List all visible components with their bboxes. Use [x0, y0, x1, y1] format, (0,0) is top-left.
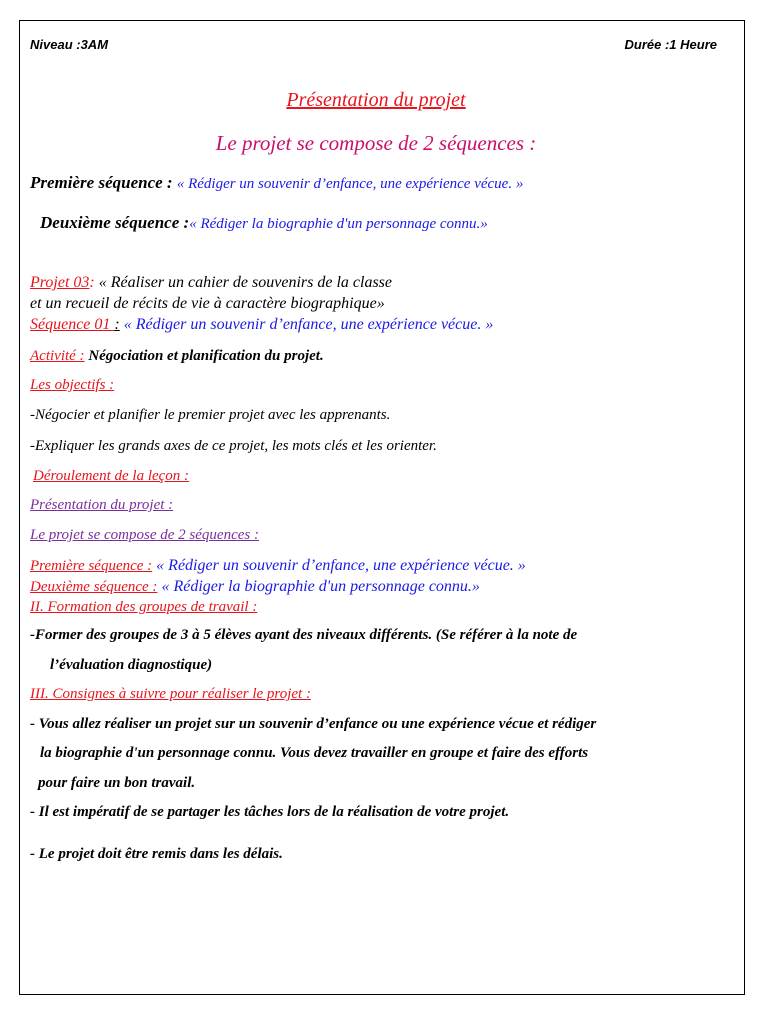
project-sequence-colon: :: [114, 316, 120, 333]
project-sequence-line: [30, 316, 493, 334]
project-sequence-text: « Rédiger un souvenir d’enfance, une expérience vécue. »: [119, 316, 494, 333]
activity-label: Activité :: [30, 348, 85, 364]
project-colon: :: [89, 274, 95, 291]
activity-text: Négociation et planification du projet.: [84, 348, 324, 364]
lesson-sequence-2: [30, 578, 480, 596]
section-2-line-1: -Former des groupes de 3 à 5 élèves ayant des niveaux différents. (Se référer à la note de: [30, 627, 578, 643]
lesson-heading: Déroulement de la leçon :: [33, 468, 190, 484]
intro-sequence-2-label: Deuxième séquence :: [40, 213, 190, 232]
lesson-sequence-2-label: Deuxième séquence :: [30, 579, 158, 595]
objective-item-2: -Expliquer les grands axes de ce projet, les mots clés et les orienter.: [30, 438, 437, 454]
intro-sequence-1: [30, 173, 523, 193]
lesson-sequence-1-label: Première séquence :: [30, 558, 153, 574]
project-text-line-2: et un recueil de récits de vie à caractère biographique»: [30, 295, 385, 312]
section-2-line-2: l’évaluation diagnostique): [50, 657, 213, 673]
level-label: Niveau :3AM: [30, 37, 109, 52]
duration-label: Durée :1 Heure: [624, 37, 717, 52]
section-3-heading: III. Consignes à suivre pour réaliser le projet :: [30, 686, 311, 702]
section-3-line-4: - Il est impératif de se partager les tâches lors de la réalisation de votre projet.: [30, 804, 510, 820]
section-2-heading: II. Formation des groupes de travail :: [30, 599, 258, 615]
section-3-line-5: - Le projet doit être remis dans les délais.: [30, 846, 283, 862]
project-text-line-1: « Réaliser un cahier de souvenirs de la classe: [94, 274, 393, 291]
page-subtitle: Le projet se compose de 2 séquences :: [215, 131, 537, 155]
intro-sequence-2-text: « Rédiger la biographie d'un personnage connu.»: [189, 216, 488, 232]
lesson-sequence-1-text: « Rédiger un souvenir d’enfance, une expérience vécue. »: [152, 557, 526, 574]
objectives-heading: Les objectifs :: [30, 377, 115, 393]
section-3-line-3: pour faire un bon travail.: [38, 775, 196, 791]
page-title: Présentation du projet: [286, 89, 466, 111]
lesson-composition: Le projet se compose de 2 séquences :: [30, 527, 259, 543]
lesson-presentation-heading: Présentation du projet :: [30, 497, 174, 513]
project-sequence-label: Séquence 01: [30, 316, 115, 333]
intro-sequence-2: [40, 213, 488, 233]
lesson-sequence-1: [30, 557, 526, 575]
intro-sequence-1-label: Première séquence :: [30, 173, 177, 192]
section-3-line-2: la biographie d'un personnage connu. Vous devez travailler en groupe et faire des efforts: [40, 745, 589, 761]
project-line-1: [30, 274, 392, 292]
section-3-line-1: - Vous allez réaliser un projet sur un souvenir d’enfance ou une expérience vécue et rédiger: [30, 716, 597, 732]
intro-sequence-1-text: « Rédiger un souvenir d’enfance, une expérience vécue. »: [176, 176, 524, 192]
activity-line: [30, 348, 324, 365]
objective-item-1: -Négocier et planifier le premier projet avec les apprenants.: [30, 407, 391, 423]
project-label: Projet 03: [30, 274, 90, 291]
lesson-sequence-2-text: « Rédiger la biographie d'un personnage connu.»: [157, 578, 480, 595]
